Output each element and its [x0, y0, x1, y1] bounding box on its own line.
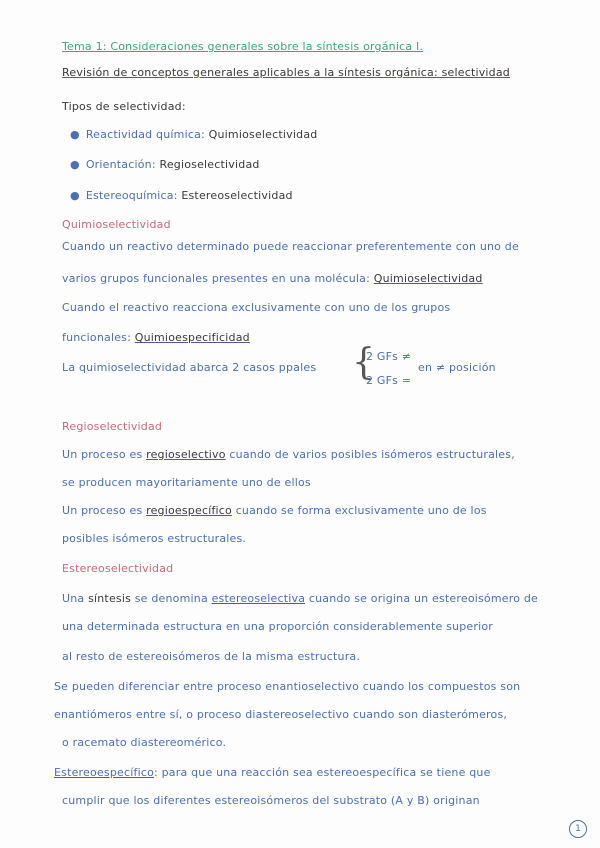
text-line: cumplir que los diferentes estereoisómeros del substrato (A y B) originan	[62, 794, 480, 807]
text-span: cuando se forma exclusivamente uno de los	[235, 504, 487, 517]
term-quimioselectividad: Quimioselectividad	[373, 272, 483, 285]
text-line: Cuando un reactivo determinado puede reaccionar preferentemente con uno de	[62, 240, 519, 253]
term-estereoespecifico: Estereoespecífico	[54, 766, 154, 779]
bullet-value: Quimioselectividad	[208, 128, 318, 141]
text-line	[62, 448, 515, 461]
term-estereoselectiva: estereoselectiva	[211, 592, 306, 605]
text-span: Un proceso es	[62, 504, 143, 517]
bullet-dot-icon: ●	[70, 128, 80, 141]
text-line: posibles isómeros estructurales.	[62, 532, 247, 545]
text-span: síntesis	[88, 592, 132, 605]
text-line: al resto de estereoisómeros de la misma estructura.	[62, 650, 361, 663]
section-heading-quimio: Quimioselectividad	[62, 218, 171, 231]
bullet-dot-icon: ●	[70, 158, 80, 171]
bullet-key: Estereoquímica:	[85, 189, 178, 202]
curly-brace-icon: {	[352, 342, 375, 383]
intro-text: Tipos de selectividad:	[62, 100, 186, 113]
text-line	[54, 766, 491, 779]
section-heading-estereo: Estereoselectividad	[62, 562, 174, 575]
text-line	[62, 331, 250, 344]
term-regioespecifico: regioespecífico	[146, 504, 232, 517]
bullet-dot-icon: ●	[70, 189, 80, 202]
section-heading-regio: Regioselectividad	[62, 420, 163, 433]
case-line: 2 GFs ≠	[366, 350, 412, 363]
text-line	[62, 504, 487, 517]
bullet-item	[70, 158, 260, 171]
term-regioselectivo: regioselectivo	[146, 448, 226, 461]
text-span: cuando se origina un estereoisómero de	[308, 592, 539, 605]
text-line: La quimioselectividad abarca 2 casos ppales	[62, 361, 317, 374]
page-number: 1	[569, 820, 587, 838]
text-span: se denomina	[134, 592, 208, 605]
text-span: varios grupos funcionales presentes en una molécula:	[62, 272, 371, 285]
text-line: Se pueden diferenciar entre proceso enantioselectivo cuando los compuestos son	[54, 680, 521, 693]
text-line	[62, 272, 483, 285]
text-span: Una	[62, 592, 85, 605]
bullet-value: Regioselectividad	[159, 158, 260, 171]
bullet-item	[70, 128, 317, 141]
case-tail: en ≠ posición	[418, 361, 496, 374]
text-span: funcionales:	[62, 331, 132, 344]
page-subtitle: Revisión de conceptos generales aplicables a la síntesis orgánica: selectividad	[62, 66, 510, 79]
text-line: enantiómeros entre sí, o proceso diastereoselectivo cuando son diasterómeros,	[54, 708, 508, 721]
page-title: Tema 1: Consideraciones generales sobre la síntesis orgánica I.	[62, 40, 424, 53]
bullet-item	[70, 189, 293, 202]
case-line: 2 GFs =	[366, 374, 412, 387]
text-line: se producen mayoritariamente uno de ellos	[62, 476, 311, 489]
text-line: Cuando el reactivo reacciona exclusivamente con uno de los grupos	[62, 301, 451, 314]
bullet-key: Orientación:	[85, 158, 156, 171]
text-line: o racemato diastereomérico.	[62, 736, 227, 749]
term-quimioespecificidad: Quimioespecificidad	[134, 331, 250, 344]
text-span: : para que una reacción sea estereoespecífica se tiene que	[154, 766, 491, 779]
bullet-value: Estereoselectividad	[181, 189, 293, 202]
text-line: una determinada estructura en una proporción considerablemente superior	[62, 620, 494, 633]
text-span: Un proceso es	[62, 448, 143, 461]
text-span: cuando de varios posibles isómeros estructurales,	[229, 448, 515, 461]
bullet-key: Reactividad química:	[85, 128, 205, 141]
text-line	[62, 592, 538, 605]
